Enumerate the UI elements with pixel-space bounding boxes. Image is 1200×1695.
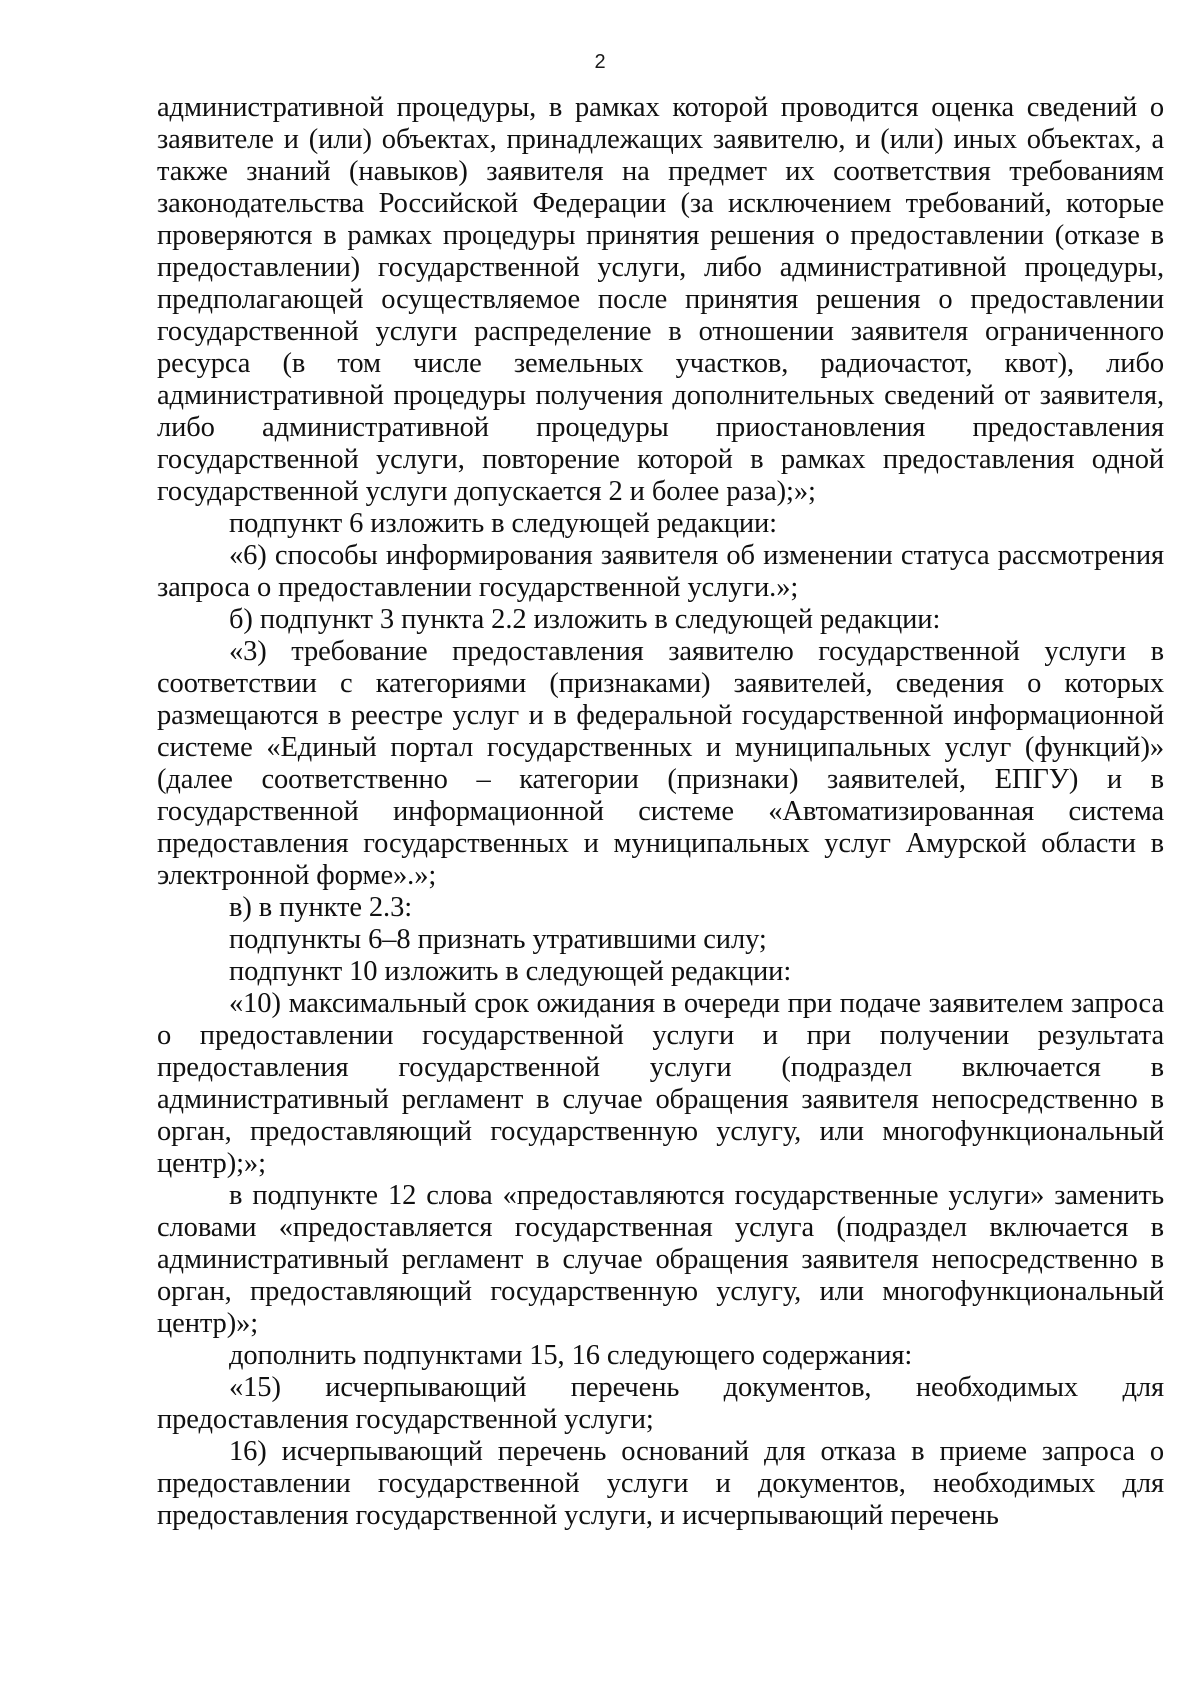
paragraph-subpoint-6-text: «6) способы информирования заявителя об изменении статуса рассмотрения запроса о предоставлении государственной услуги.»; bbox=[157, 540, 1164, 603]
paragraph-subpoints-6-8: подпункты 6–8 признать утратившими силу; bbox=[229, 924, 767, 955]
paragraph-item-v: в) в пункте 2.3: bbox=[229, 892, 413, 923]
paragraph-subpoint-16-text: 16) исчерпывающий перечень оснований для отказа в приеме запроса о предоставлении государственной услуги и документов, необходимых для предоставления государственной услуги, и исчерпывающий перечень bbox=[157, 1436, 1164, 1531]
paragraph-item-b: б) подпункт 3 пункта 2.2 изложить в следующей редакции: bbox=[229, 604, 941, 635]
paragraph-subpoint-10-text: «10) максимальный срок ожидания в очереди при подаче заявителем запроса о предоставлении государственной услуги и при получении результата предоставления государственной услуги (подраздел включается в административный регламент в случае обращения заявителя непосредственно в орган, предоставляющий государственную услугу, или многофункциональный центр);»; bbox=[157, 988, 1164, 1179]
paragraph-add-subpoints: дополнить подпунктами 15, 16 следующего содержания: bbox=[229, 1340, 913, 1371]
document-body bbox=[157, 92, 1164, 1532]
page-number: 2 bbox=[594, 51, 606, 73]
paragraph-subpoint-15-text: «15) исчерпывающий перечень документов, необходимых для предоставления государственной услуги; bbox=[157, 1372, 1164, 1435]
paragraph-subpoint-10-instruction: подпункт 10 изложить в следующей редакции: bbox=[229, 956, 792, 987]
paragraph-subpoint-3-text: «3) требование предоставления заявителю государственной услуги в соответствии с категориями (признаками) заявителей, сведения о которых размещаются в реестре услуг и в федеральной государственной информационной системе «Единый портал государственных и муниципальных услуг (функций)» (далее соответственно – категории (признаки) заявителей, ЕПГУ) и в государственной информационной системе «Автоматизированная система предоставления государственных и муниципальных услуг Амурской области в электронной форме».»; bbox=[157, 636, 1164, 891]
paragraph-continuation: административной процедуры, в рамках которой проводится оценка сведений о заявителе и (или) объектах, принадлежащих заявителю, и (или) иных объектах, а также знаний (навыков) заявителя на предмет их соответствия требованиям законодательства Российской Федерации (за исключением требований, которые проверяются в рамках процедуры принятия решения о предоставлении (отказе в предоставлении) государственной услуги, либо административной процедуры, предполагающей осуществляемое после принятия решения о предоставлении государственной услуги распределение в отношении заявителя ограниченного ресурса (в том числе земельных участков, радиочастот, квот), либо административной процедуры получения дополнительных сведений от заявителя, либо административной процедуры приостановления предоставления государственной услуги, повторение которой в рамках предоставления одной государственной услуги допускается 2 и более раза);»; bbox=[157, 92, 1164, 507]
paragraph-subpoint-6-instruction: подпункт 6 изложить в следующей редакции: bbox=[229, 508, 777, 539]
paragraph-subpoint-12: в подпункте 12 слова «предоставляются государственные услуги» заменить словами «предоставляется государственная услуга (подраздел включается в административный регламент в случае обращения заявителя непосредственно в орган, предоставляющий государственную услугу, или многофункциональный центр)»; bbox=[157, 1180, 1164, 1339]
